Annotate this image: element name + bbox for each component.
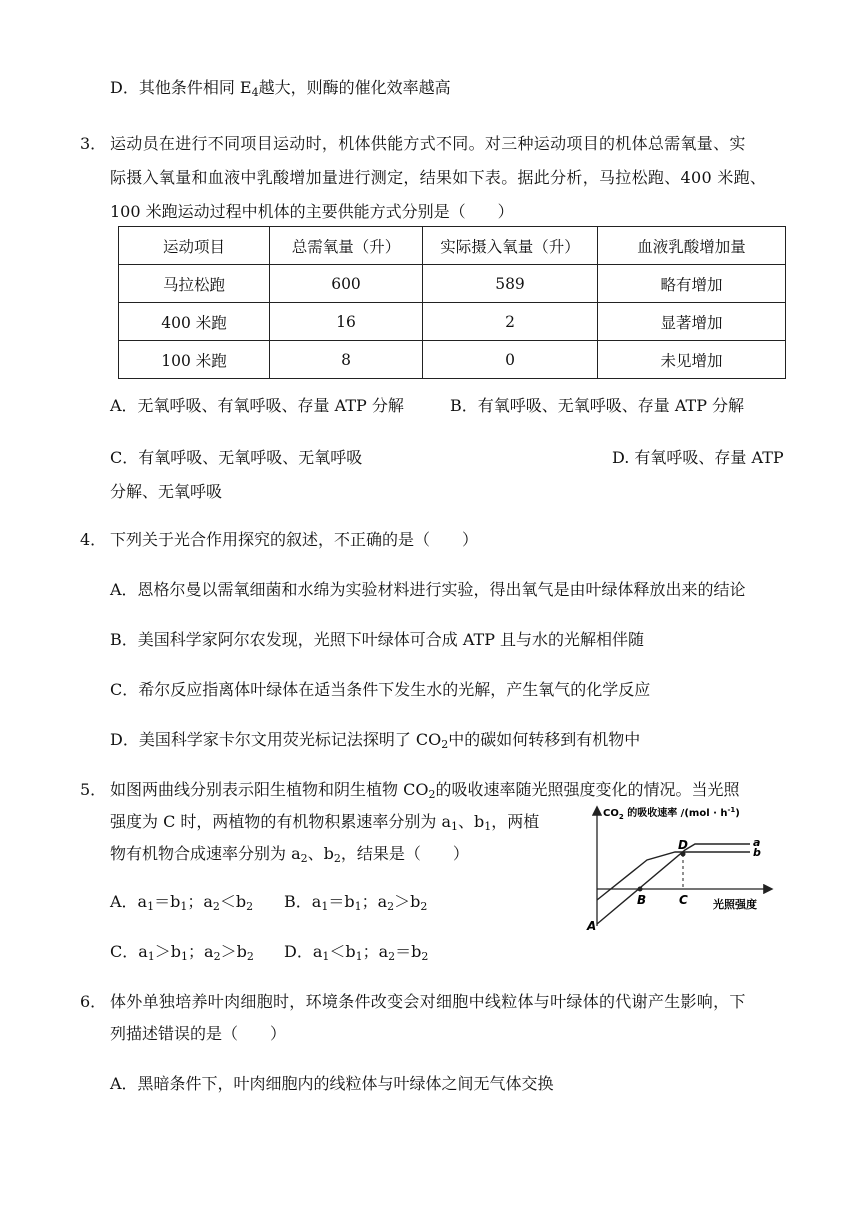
table-cell: 未见增加: [598, 341, 786, 379]
table-cell: 略有增加: [598, 265, 786, 303]
q3-option-d: D. 有氧呼吸、存量 ATP: [612, 448, 784, 467]
q3-stem-line-1: 运动员在进行不同项目运动时，机体供能方式不同。对三种运动项目的机体总需氧量、实: [110, 134, 746, 153]
q4-option-c: C．希尔反应指离体叶绿体在适当条件下发生水的光解，产生氧气的化学反应: [110, 680, 651, 699]
label-point-a: A: [587, 919, 597, 933]
graph-y-label: $CO_2$ 的吸收速率 $/(mol \cdot h^{-1})$: [603, 806, 740, 821]
q4-option-b: B．美国科学家阿尔农发现，光照下叶绿体可合成 ATP 且与水的光解相伴随: [110, 630, 645, 649]
table-row: [119, 303, 786, 341]
table-header-cell: 实际摄入氧量（升）: [423, 227, 598, 265]
table-cell: 400 米跑: [119, 303, 270, 341]
q4-option-a: A．恩格尔曼以需氧细菌和水绵为实验材料进行实验，得出氧气是由叶绿体释放出来的结论: [110, 580, 746, 599]
q3-option-d-continued: 分解、无氧呼吸: [110, 482, 223, 501]
q5-stem-line-1: 如图两曲线分别表示阳生植物和阴生植物 $CO_2$的吸收速率随光照强度变化的情况。当光照: [110, 780, 740, 801]
q5-option-c: C．$a_1>b_1$；$a_2>b_2$: [110, 942, 254, 963]
label-curve-b: b: [753, 846, 761, 859]
q4-stem: 下列关于光合作用探究的叙述，不正确的是（ ）: [110, 530, 479, 549]
q6-number: 6．: [80, 992, 107, 1011]
q6-option-a: A．黑暗条件下，叶肉细胞内的线粒体与叶绿体之间无气体交换: [110, 1074, 554, 1093]
q3-option-b: B．有氧呼吸、无氧呼吸、存量 ATP 分解: [450, 396, 745, 415]
table-header-cell: 总需氧量（升）: [270, 227, 423, 265]
q2-option-d: D．其他条件相同 $E_4$越大，则酶的催化效率越高: [110, 78, 451, 99]
label-point-b: B: [637, 893, 647, 907]
point-b-marker: [638, 887, 643, 892]
label-curve-a: a: [753, 836, 761, 849]
table-cell: 显著增加: [598, 303, 786, 341]
q4-option-d: D．美国科学家卡尔文用荧光标记法探明了 $CO_2$中的碳如何转移到有机物中: [110, 730, 641, 751]
table-header-cell: 运动项目: [119, 227, 270, 265]
q3-data-table: [118, 226, 786, 379]
co2-absorption-graph: [585, 802, 785, 934]
q3-option-a: A．无氧呼吸、有氧呼吸、存量 ATP 分解: [110, 396, 404, 415]
table-cell: 589: [423, 265, 598, 303]
q3-stem-line-2: 际摄入氧量和血液中乳酸增加量进行测定，结果如下表。据此分析，马拉松跑、400 米跑、: [110, 168, 767, 187]
table-row: [119, 341, 786, 379]
q6-stem-line-1: 体外单独培养叶肉细胞时，环境条件改变会对细胞中线粒体与叶绿体的代谢产生影响，下: [110, 992, 746, 1011]
table-header-row: [119, 227, 786, 265]
table-row: [119, 265, 786, 303]
graph-x-label: 光照强度: [713, 898, 757, 911]
q5-stem-line-3: 物有机物合成速率分别为 $a_2$、$b_2$，结果是（ ）: [110, 844, 469, 865]
table-cell: 8: [270, 341, 423, 379]
q4-number: 4．: [80, 530, 107, 549]
point-d-marker: [681, 852, 686, 857]
table-cell: 马拉松跑: [119, 265, 270, 303]
q3-option-c: C．有氧呼吸、无氧呼吸、无氧呼吸: [110, 448, 363, 467]
label-point-c: C: [679, 893, 688, 907]
table-cell: 2: [423, 303, 598, 341]
label-point-d: D: [678, 838, 688, 852]
table-cell: 16: [270, 303, 423, 341]
q5-option-b: B．$a_1=b_1$；$a_2>b_2$: [284, 892, 428, 913]
table-cell: 0: [423, 341, 598, 379]
curve-a: [597, 844, 750, 924]
q3-stem-line-3: 100 米跑运动过程中机体的主要供能方式分别是（ ）: [110, 202, 514, 221]
q5-option-d: D．$a_1<b_1$；$a_2=b_2$: [284, 942, 429, 963]
q6-stem-line-2: 列描述错误的是（ ）: [110, 1024, 287, 1043]
q3-number: 3．: [80, 134, 107, 153]
table-cell: 600: [270, 265, 423, 303]
table-cell: 100 米跑: [119, 341, 270, 379]
table-header-cell: 血液乳酸增加量: [598, 227, 786, 265]
q5-number: 5．: [80, 780, 107, 799]
q5-option-a: A．$a_1=b_1$；$a_2<b_2$: [110, 892, 254, 913]
q5-stem-line-2: 强度为 C 时，两植物的有机物积累速率分别为 $a_1$、$b_1$，两植: [110, 812, 540, 833]
